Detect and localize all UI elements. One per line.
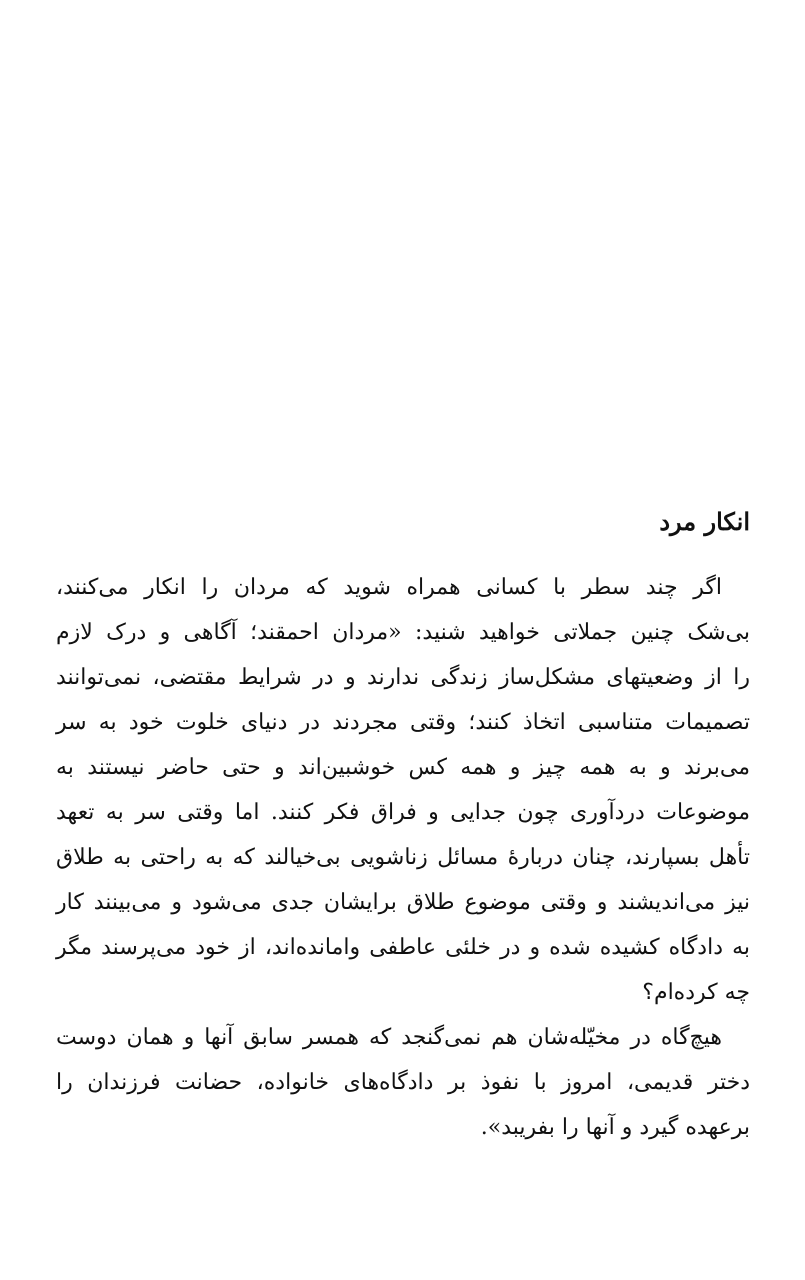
text-line: تأهل بسپارند، چنان دربارهٔ مسائل زناشویی بی‌خیالند که به راحتی به طلاق bbox=[56, 845, 750, 870]
section-title: انکار مرد bbox=[659, 507, 750, 536]
text-line: تصمیمات متناسبی اتخاذ کنند؛ وقتی مجردند در دنیای خلوت خود به سر bbox=[56, 710, 750, 735]
text-line: می‌برند و به همه چیز و همه کس خوشبین‌اند و حتی حاضر نیستند به bbox=[56, 755, 750, 780]
text-line: موضوعات دردآوری چون جدایی و فراق فکر کنند. اما وقتی سر به تعهد bbox=[56, 800, 750, 825]
text-line: برعهده گیرد و آنها را بفریبد». bbox=[480, 1115, 750, 1140]
text-line: را از وضعیتهای مشکل‌ساز زندگی ندارند و در شرایط مقتضی، نمی‌توانند bbox=[56, 665, 750, 690]
text-line: هیچ‌گاه در مخیّله‌شان هم نمی‌گنجد که همسر سابق آنها و همان دوست bbox=[56, 1025, 722, 1050]
paragraph-1 bbox=[56, 565, 750, 1015]
text-line: چه کرده‌ام؟ bbox=[642, 980, 750, 1005]
text-line: به دادگاه کشیده شده و در خلئی عاطفی وامانده‌اند، از خود می‌پرسند مگر bbox=[56, 935, 750, 960]
body-text bbox=[56, 565, 750, 1150]
text-line: اگر چند سطر با کسانی همراه شوید که مردان را انکار می‌کنند، bbox=[56, 575, 722, 600]
text-line: بی‌شک چنین جملاتی خواهید شنید: «مردان احمقند؛ آگاهی و درک لازم bbox=[56, 620, 750, 645]
text-line: دختر قدیمی، امروز با نفوذ بر دادگاه‌های خانواده، حضانت فرزندان را bbox=[56, 1070, 750, 1095]
paragraph-2 bbox=[56, 1015, 750, 1150]
text-line: نیز می‌اندیشند و وقتی موضوع طلاق برایشان جدی می‌شود و می‌بینند کار bbox=[56, 890, 750, 915]
